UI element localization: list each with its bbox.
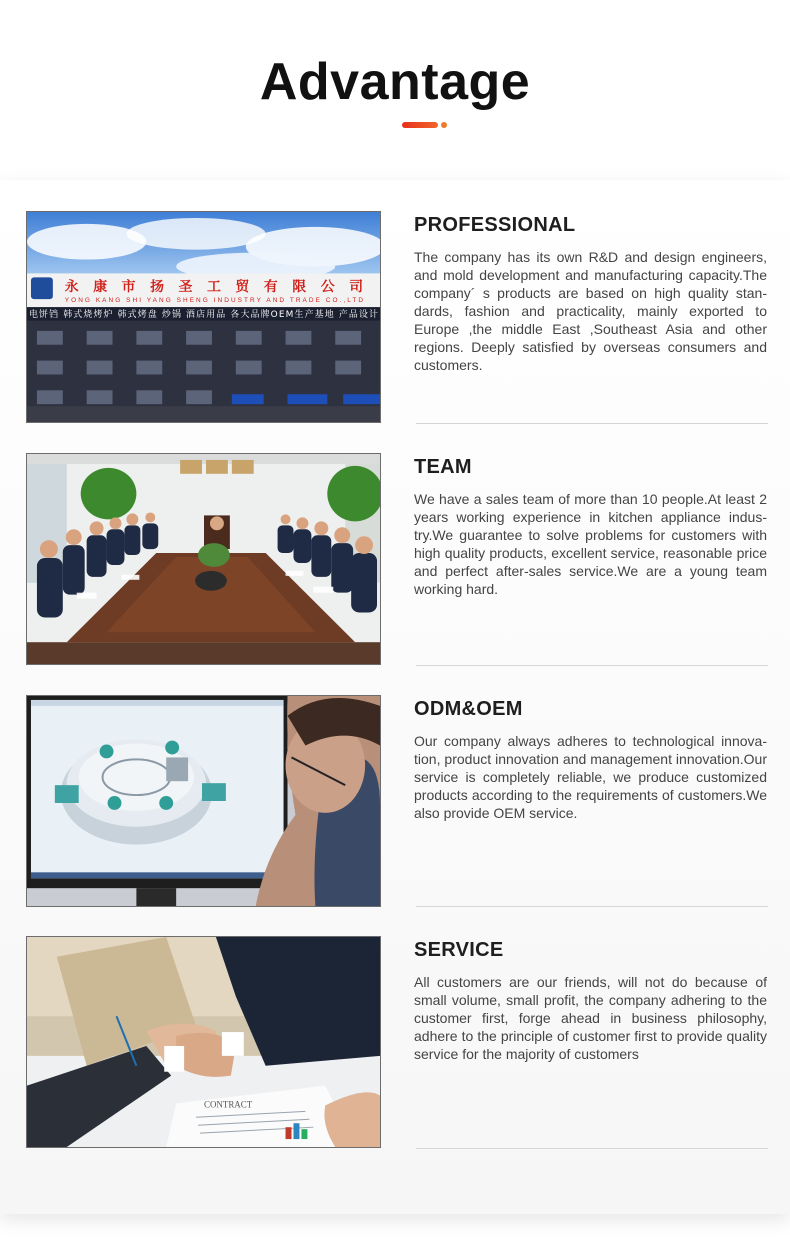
- section-description: The company has its own R&D and design engineers, and mold development and manufacturing capacity.The company´ s products are based on high quality standards, fashion and practicality, mainly exported to Europe ,the middle East ,Southeast Asia and other regions. Deeply satisfied by overseas consumers and customers.: [414, 249, 767, 373]
- row-divider: [416, 665, 768, 666]
- row-divider: [416, 906, 768, 907]
- section-header: [0, 0, 790, 170]
- company-building-photo: [26, 211, 381, 423]
- advantage-row-professional: [0, 211, 790, 423]
- advantage-row-service: [0, 936, 790, 1148]
- building-sign-english: YONG KANG SHI YANG SHENG INDUSTRY AND TRADE CO.,LTD: [64, 297, 364, 305]
- team-meeting-photo: [26, 453, 381, 665]
- advantage-row-team: [0, 453, 790, 665]
- contract-document-label: CONTRACT: [203, 1099, 253, 1110]
- odm-oem-text-block: [414, 695, 767, 907]
- section-description: We have a sales team of more than 10 people.At least 2 years working experience in kitchen appliance industry.We guarantee to solve problems for customers with high quality products, excellent service, reasonable price and perfect after-sales service.We are a young team working hard.: [414, 491, 767, 597]
- row-divider: [416, 423, 768, 424]
- building-banner-text: 电饼铛 韩式烧烤炉 韩式烤盘 炒锅 酒店用品 各大品牌OEM生产基地 产品设计: [28, 310, 379, 320]
- handshake-photo: [26, 936, 381, 1148]
- row-divider: [416, 1148, 768, 1149]
- title-underline-bar: [402, 122, 438, 128]
- page-title: Advantage: [259, 53, 531, 111]
- section-description: All customers are our friends, will not do because of small volume, small profit, the company adhering to the customer first, forge ahead in business philosophy, adhere to the principle of customer first to provide quality service for the majority of customers: [414, 974, 767, 1062]
- service-text-block: [414, 936, 767, 1148]
- building-sign-chinese: 永康市扬圣工贸有限公司: [64, 279, 364, 296]
- team-text-block: [414, 453, 767, 665]
- section-title: ODM&OEM: [414, 698, 523, 720]
- advantage-row-odm-oem: [0, 695, 790, 907]
- section-title: PROFESSIONAL: [414, 214, 576, 236]
- section-title: SERVICE: [414, 939, 504, 961]
- title-underline-dot: [441, 122, 447, 128]
- section-description: Our company always adheres to technological innovation, product innovation and management innovation.Our service is completely reliable, we produce customized products according to the requirements of customers.We also provide OEM service.: [414, 733, 767, 821]
- section-title: TEAM: [414, 456, 472, 478]
- professional-text-block: [414, 211, 767, 423]
- cad-design-photo: [26, 695, 381, 907]
